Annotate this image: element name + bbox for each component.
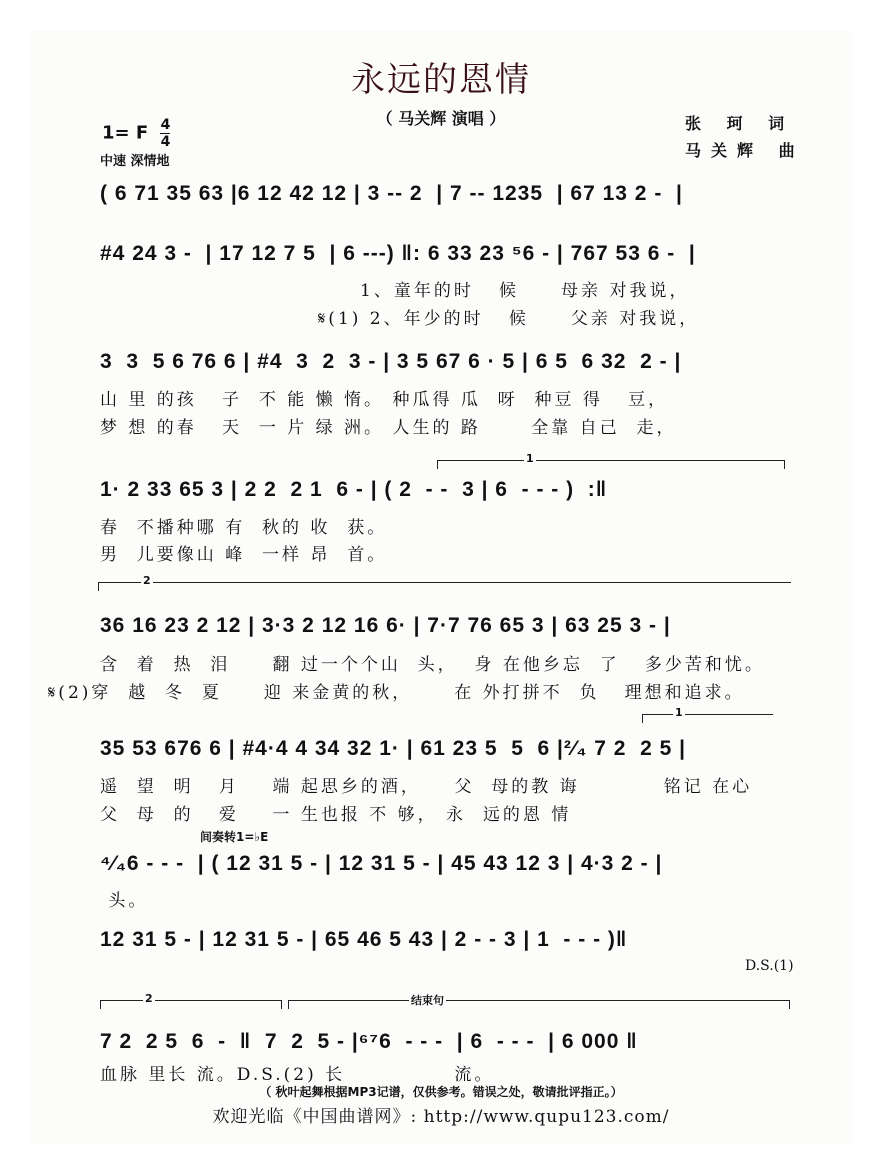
lyrics-row-4-verse-2: 男 儿要像山 峰 一样 昂 首。 <box>100 545 388 565</box>
site-credit: 欢迎光临《中国曲谱网》: http://www.qupu123.com/ <box>212 1107 670 1127</box>
lyrics-row-5-verse-1: 含 着 热 泪 翻 过一个个山 头， 身 在他乡忘 了 多少苦和忧。 <box>100 655 765 675</box>
notation-row-4: 1· 2 33 65 3 | 2 2 2 1 6 - | ( 2 - - 3 | 6 - - - ) :‖ <box>100 478 608 501</box>
song-title: 永远的恩情 <box>351 60 531 100</box>
dal-segno-1: D.S.(1) <box>745 958 794 974</box>
volta-bracket-2: 2 <box>98 582 791 591</box>
notation-row-5: 36 16 23 2 12 | 3·3 2 12 16 6· | 7·7 76 65 3 | 63 25 3 - | <box>100 614 671 637</box>
interlude-key-change: 间奏转1=♭E <box>200 830 269 844</box>
composer: 马关辉 曲 <box>685 141 805 160</box>
volta-bracket-2b: 2 <box>100 1000 282 1009</box>
lyrics-row-7: 头。 <box>100 891 149 911</box>
volta-bracket-1: 1 <box>437 460 785 469</box>
notation-row-6: 35 53 676 6 | #4·4 4 34 32 1· | 61 23 5 5 6 |²⁄₄ 7 2 2 5 | <box>100 737 687 760</box>
lyrics-row-6-verse-2: 父 母 的 爱 一 生也报 不 够， 永 远的恩 情 <box>100 805 572 825</box>
lyrics-row-3-verse-2: 梦 想 的春 天 一 片 绿 洲。 人生的 路 全靠 自己 走， <box>100 418 677 438</box>
transcription-note: （ 秋叶起舞根据MP3记谱，仅供参考。错误之处，敬请批评指正。） <box>259 1085 623 1099</box>
coda-bracket: 结束句 <box>288 1000 790 1009</box>
lyrics-row-9: 血脉 里长 流。D.S.(2) 长 流。 <box>100 1065 495 1085</box>
tempo-marking: 中速 深情地 <box>100 154 170 169</box>
volta-bracket-1b: 1 <box>642 714 773 723</box>
notation-row-7: ⁴⁄₄6 - - - | ( 12 31 5 - | 12 31 5 - | 45 43 12 3 | 4·3 2 - | <box>100 852 663 875</box>
lyrics-row-2-verse-2: 𝄋(1) 2、年少的时 候 父亲 对我说， <box>318 309 700 329</box>
time-signature: $\frac{4}{4}$ <box>160 117 171 150</box>
notation-row-8: 12 31 5 - | 12 31 5 - | 65 46 5 43 | 2 - - 3 | 1 - - - )‖ <box>100 928 628 951</box>
notation-row-2: #4 24 3 - | 17 12 7 5 | 6 ---) ‖: 6 33 23 ⁵6 - | 767 53 6 - | <box>100 242 696 265</box>
lyrics-row-6-verse-1: 遥 望 明 月 端 起思乡的酒， 父 母的教 诲 铭记 在心 <box>100 777 753 797</box>
lyricist: 张 珂 词 <box>685 114 795 133</box>
key-label: 1= F <box>102 122 149 144</box>
performer: （ 马关辉 演唱 ） <box>376 109 506 128</box>
notation-row-9: 7 2 2 5 6 - ‖ 7 2 5 - |⁶⁷6 - - - | 6 - - - | 6 000 ‖ <box>100 1030 638 1053</box>
credits <box>685 110 805 164</box>
lyrics-row-4-verse-1: 春 不播种哪 有 秋的 收 获。 <box>100 518 388 538</box>
notation-row-3: 3 3 5 6 76 6 | #4 3 2 3 - | 3 5 67 6 · 5 | 6 5 6 32 2 - | <box>100 350 682 373</box>
lyrics-row-3-verse-1: 山 里 的孩 子 不 能 懒 惰。 种瓜得 瓜 呀 种豆 得 豆， <box>100 390 669 410</box>
lyrics-row-5-verse-2: 𝄋(2)穿 越 冬 夏 迎 来金黄的秋， 在 外打拼不 负 理想和追求。 <box>48 683 745 703</box>
notation-row-1: ( 6 71 35 63 |6 12 42 12 | 3 -- 2 | 7 -- 1235 | 67 13 2 - | <box>100 182 683 205</box>
lyrics-row-2-verse-1: 1、童年的时 候 母亲 对我说， <box>360 281 690 301</box>
key-signature <box>102 118 170 149</box>
